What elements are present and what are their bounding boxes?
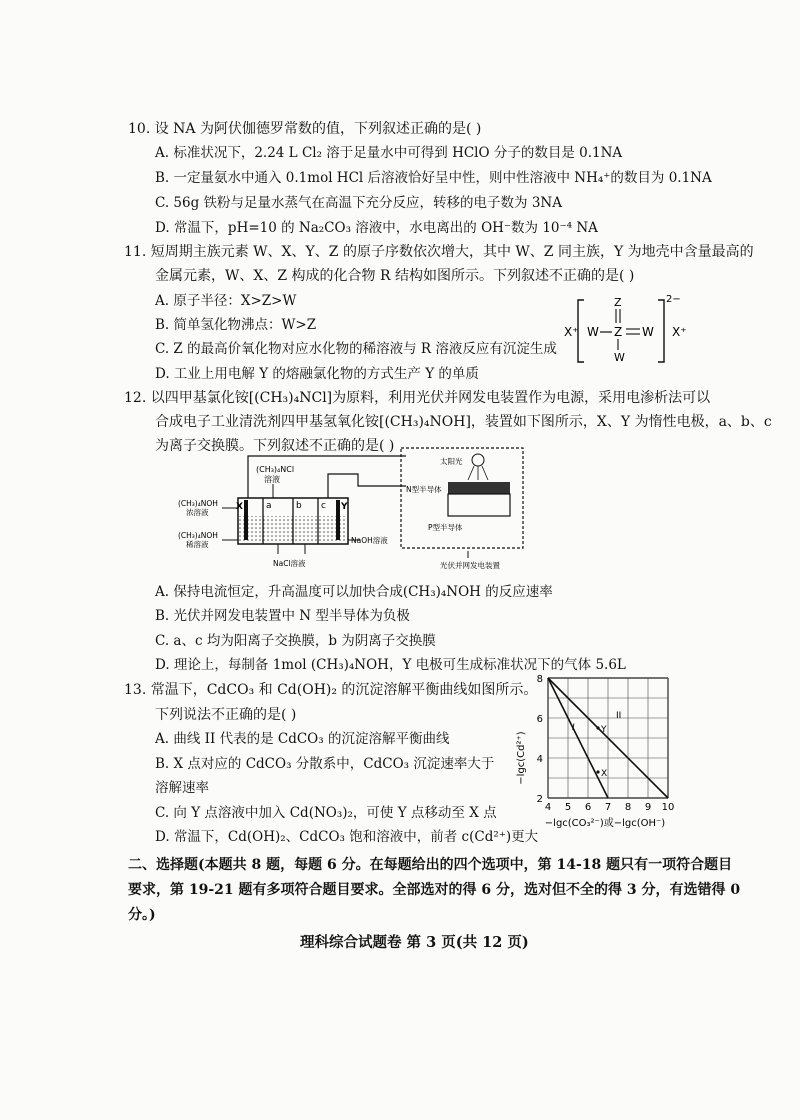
q13-stem-line1: 13. 常温下，CdCO₃ 和 Cd(OH)₂ 的沉淀溶解平衡曲线如图所示。	[124, 682, 538, 698]
chart-points	[596, 725, 607, 779]
q12-option-a: A. 保持电流恒定，升高温度可以加快合成(CH₃)₄NOH 的反应速率	[155, 584, 553, 600]
q13-option-b: B. X 点对应的 CdCO₃ 分散系中，CdCO₃ 沉淀速率大于	[155, 756, 495, 772]
y-tick-label: 4	[536, 754, 543, 765]
q12-apparatus-diagram	[178, 446, 528, 571]
wire-y	[328, 474, 406, 498]
x-tick-label: 10	[661, 802, 675, 813]
q11-option-b: B. 简单氢化物沸点：W>Z	[155, 317, 317, 333]
point-label-X: X	[601, 769, 608, 779]
q10-option-b: B. 一定量氨水中通入 0.1mol HCl 后溶液恰好呈中性，则中性溶液中 NH₄⁺的数目为 0.1NA	[155, 170, 712, 186]
q11-option-a: A. 原子半径：X>Z>W	[155, 293, 297, 309]
structure-center-z: Z	[614, 325, 623, 339]
q12-stem-line1: 12. 以四甲基氯化铵[(CH₃)₄NCl]为原料，利用光伏并网发电装置作为电源，采用电渗析法可以	[124, 390, 711, 406]
sun-ray-1	[468, 466, 474, 480]
q10-option-d: D. 常温下，pH=10 的 Na₂CO₃ 溶液中，水电离出的 OH⁻数为 10⁻⁴ NA	[155, 220, 598, 236]
q13-solubility-chart	[510, 670, 680, 830]
q12-stem-line2: 合成电子工业清洗剂四甲基氢氧化铵[(CH₃)₄NOH]，装置如下图所示，X、Y 为惰性电极，a、b、c	[155, 414, 772, 430]
x-tick-label: 8	[624, 802, 632, 813]
y-tick-label: 2	[536, 794, 543, 805]
electrode-x-label: X	[236, 502, 243, 512]
structure-left-w: W	[587, 325, 599, 339]
x-tick-label: 4	[544, 802, 552, 813]
feed-label-1: (CH₃)₄NCl	[256, 465, 295, 474]
q12-option-b: B. 光伏并网发电装置中 N 型半导体为负极	[155, 608, 410, 624]
q11-stem-line2: 金属元素，W、X、Z 构成的化合物 R 结构如图所示。下列叙述不正确的是( )	[155, 268, 635, 284]
electrode-x	[244, 500, 248, 540]
structure-charge: 2−	[666, 294, 681, 305]
q12-option-d: D. 理论上，每制备 1mol (CH₃)₄NOH，Y 电极可生成标准状况下的气体 5.6L	[155, 657, 626, 673]
q13-option-b-cont: 溶解速率	[155, 780, 209, 796]
structure-cation-right: X⁺	[672, 325, 687, 339]
structure-top-z: Z	[614, 296, 622, 309]
y-tick-label: 6	[536, 714, 543, 725]
q10-option-a: A. 标准状况下，2.24 L Cl₂ 溶于足量水中可得到 HClO 分子的数目是 0.1NA	[155, 145, 623, 161]
section2-line3: 分。)	[128, 907, 156, 923]
dilute-solution-label-2: 稀溶液	[186, 540, 209, 549]
q11-option-c: C. Z 的最高价氧化物对应水化物的稀溶液与 R 溶液反应有沉淀生成	[155, 341, 557, 357]
naoh-label: NaOH溶液	[351, 536, 388, 545]
series-label-II: II	[616, 711, 622, 721]
p-type-layer	[448, 494, 510, 516]
dilute-solution-label-1: (CH₃)₄NOH	[178, 531, 218, 540]
x-tick-label: 6	[584, 802, 592, 813]
point-Y	[596, 726, 599, 729]
q12-option-c: C. a、c 均为阳离子交换膜，b 为阴离子交换膜	[155, 633, 436, 649]
conc-solution-label-1: (CH₃)₄NOH	[178, 499, 218, 508]
page-footer: 理科综合试题卷 第 3 页(共 12 页)	[300, 934, 529, 951]
feed-label-2: 溶液	[264, 475, 280, 484]
q10-option-c: C. 56g 铁粉与足量水蒸气在高温下充分反应，转移的电子数为 3NA	[155, 195, 562, 211]
y-tick-label: 8	[536, 674, 543, 685]
series-label-I: I	[572, 723, 575, 733]
q13-option-c: C. 向 Y 点溶液中加入 Cd(NO₃)₂，可使 Y 点移动至 X 点	[155, 805, 497, 821]
structure-cation-left: X⁺	[564, 325, 579, 339]
x-tick-label: 7	[604, 802, 612, 813]
section2-line2: 要求，第 19-21 题有多项符合题目要求。全部选对的得 6 分，选对但不全的得 3 分，有选错得 0	[128, 882, 741, 898]
q11-option-d: D. 工业上用电解 Y 的熔融氯化物的方式生产 Y 的单质	[155, 366, 479, 382]
p-type-label: P型半导体	[428, 523, 463, 532]
right-bracket	[658, 300, 664, 362]
q10-stem: 10. 设 NA 为阿伏伽德罗常数的值，下列叙述正确的是( )	[128, 121, 482, 137]
sunlight-label: 太阳光	[440, 457, 463, 466]
structure-bottom-w: W	[614, 351, 625, 364]
membrane-b-label: b	[296, 501, 302, 511]
n-type-label: N型半导体	[406, 485, 442, 494]
membrane-a-label: a	[266, 501, 272, 511]
sun-icon	[472, 454, 484, 466]
membrane-c-label: c	[321, 501, 326, 511]
point-label-Y: Y	[601, 725, 607, 735]
q12-stem-line3: 为离子交换膜。下列叙述不正确的是( )	[155, 438, 395, 454]
x-tick-label: 9	[644, 802, 652, 813]
chart-y-label: −lgc(Cd²⁺)	[516, 731, 527, 785]
q11-structure-diagram	[562, 290, 702, 370]
q13-option-d: D. 常温下，Cd(OH)₂、CdCO₃ 饱和溶液中，前者 c(Cd²⁺)更大	[155, 829, 539, 845]
electrode-y-label: Y	[341, 502, 348, 512]
q13-option-a: A. 曲线 II 代表的是 CdCO₃ 的沉淀溶解平衡曲线	[155, 731, 450, 747]
conc-solution-label-2: 浓溶液	[186, 508, 209, 517]
x-tick-label: 5	[564, 802, 572, 813]
pv-device-label: 光伏并网发电装置	[440, 561, 500, 570]
structure-right-w: W	[642, 325, 654, 339]
q13-stem-line2: 下列说法不正确的是( )	[155, 707, 297, 723]
electrode-y	[336, 500, 340, 540]
section2-line1: 二、选择题(本题共 8 题，每题 6 分。在每题给出的四个选项中，第 14-18 题只有一项符合题目	[128, 857, 733, 873]
left-bracket	[578, 300, 584, 362]
sun-ray-3	[482, 466, 488, 480]
point-X	[596, 770, 599, 773]
chart-x-label: −lgc(CO₃²⁻)或−lgc(OH⁻)	[544, 818, 666, 829]
q11-stem-line1: 11. 短周期主族元素 W、X、Y、Z 的原子序数依次增大，其中 W、Z 同主族，Y 为地壳中含量最高的	[124, 244, 754, 260]
nacl-label: NaCl溶液	[273, 559, 306, 568]
n-type-layer	[448, 482, 510, 494]
